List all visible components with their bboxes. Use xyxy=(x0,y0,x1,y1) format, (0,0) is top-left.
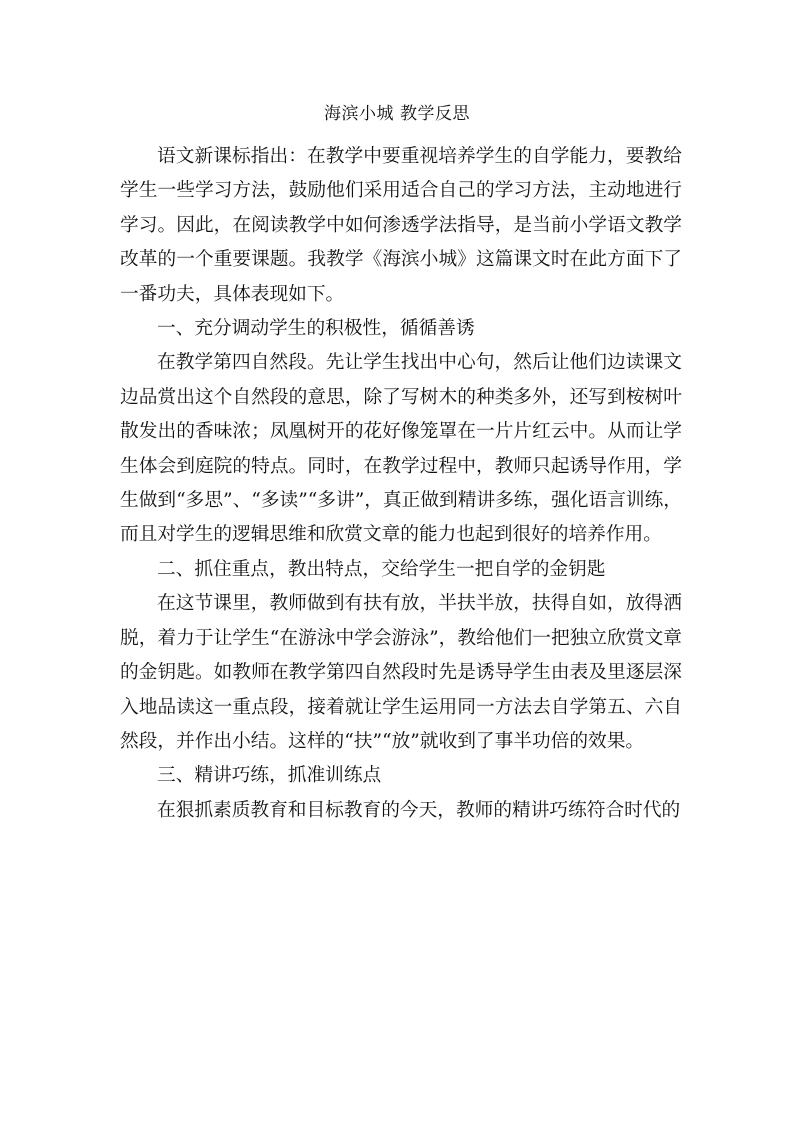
section-heading-2: 二、抓住重点，教出特点，交给学生一把自学的金钥匙 xyxy=(157,558,606,580)
document-body xyxy=(120,140,682,828)
paragraph-section-3: 在狠抓素质教育和目标教育的今天，教师的精讲巧练符合时代的 xyxy=(157,799,681,821)
paragraph-section-2: 在这节课里，教师做到有扶有放，半扶半放，扶得自如，放得洒脱，着力于让学生“在游泳中学会游泳”，教给他们一把独立欣赏文章的金钥匙。如教师在教学第四自然段时先是诱导学生由表及里逐层深入地品读这一重点段，接着就让学生运用同一方法去自学第五、六自然段，并作出小结。这样的“扶”“放”就收到了事半功倍的效果。 xyxy=(120,593,682,752)
document-title: 海滨小城 教学反思 xyxy=(324,104,470,124)
section-heading-1: 一、充分调动学生的积极性，循循善诱 xyxy=(157,318,475,340)
paragraph-section-1: 在教学第四自然段。先让学生找出中心句，然后让他们边读课文边品赏出这个自然段的意思，除了写树木的种类多外，还写到桉树叶散发出的香味浓；凤凰树开的花好像笼罩在一片片红云中。从而让学生体会到庭院的特点。同时，在教学过程中，教师只起诱导作用，学生做到“多思”、“多读”“多讲”，真正做到精讲多练，强化语言训练，而且对学生的逻辑思维和欣赏文章的能力也起到很好的培养作用。 xyxy=(120,352,682,546)
section-heading-3: 三、精讲巧练，抓准训练点 xyxy=(157,765,382,787)
paragraph-intro: 语文新课标指出：在教学中要重视培养学生的自学能力，要教给学生一些学习方法，鼓励他们采用适合自己的学习方法，主动地进行学习。因此，在阅读教学中如何渗透学法指导，是当前小学语文教学改革的一个重要课题。我教学《海滨小城》这篇课文时在此方面下了一番功夫，具体表现如下。 xyxy=(120,146,682,305)
